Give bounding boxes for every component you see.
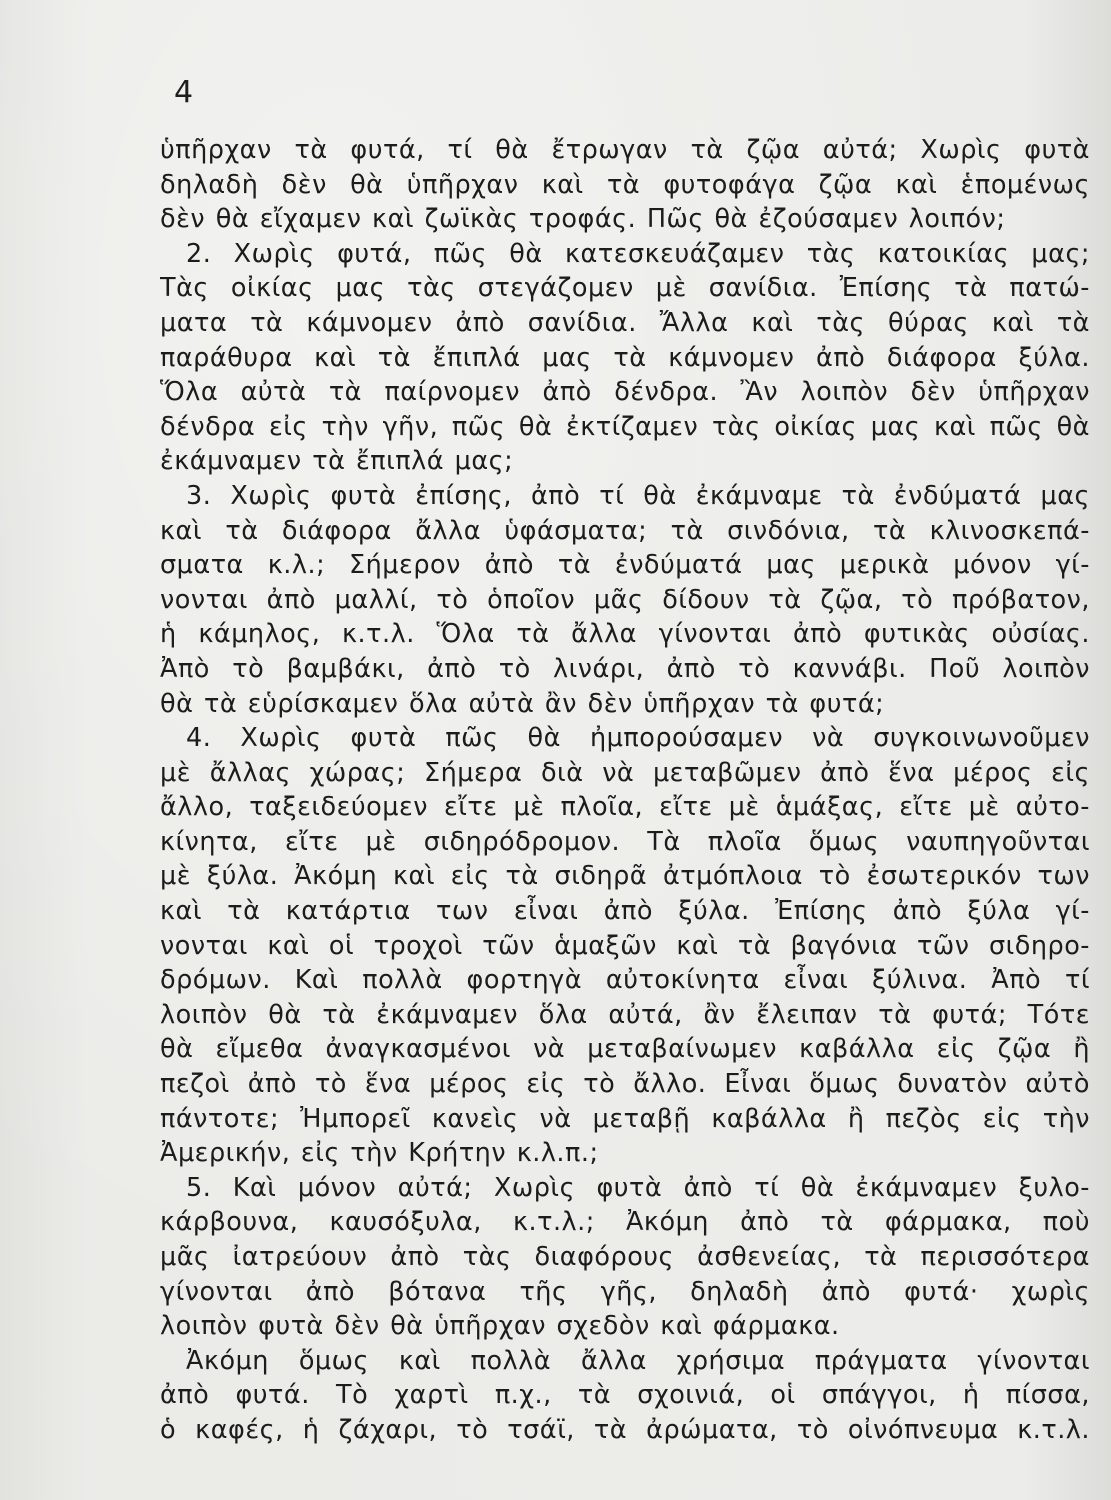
text-line: θὰ εἴμεθα ἀναγκασμένοι νὰ μεταβαίνωμεν καβάλλα εἰς ζῷα ἢ — [160, 1034, 1090, 1065]
paragraph-start-line: 2. Χωρὶς φυτά, πῶς θὰ κατεσκευάζαμεν τὰς κατοικίας μας; — [186, 238, 1090, 269]
text-line: μὲ ξύλα. Ἀκόμη καὶ εἰς τὰ σιδηρᾶ ἀτμόπλοια τὸ ἐσωτερικόν των — [160, 861, 1090, 892]
text-line: μὲ ἄλλας χώρας; Σήμερα διὰ νὰ μεταβῶμεν ἀπὸ ἕνα μέρος εἰς — [160, 757, 1090, 788]
text-line: παράθυρα καὶ τὰ ἔπιπλά μας τὰ κάμνομεν ἀπὸ διάφορα ξύλα. — [160, 342, 1090, 373]
text-line: ὑπῆρχαν τὰ φυτά, τί θὰ ἔτρωγαν τὰ ζῷα αὐτά; Χωρὶς φυτὰ — [160, 135, 1090, 165]
text-line: καὶ τὰ διάφορα ἄλλα ὑφάσματα; τὰ σινδόνια, τὰ κλινοσκεπά- — [160, 515, 1090, 546]
text-line: ἐκάμναμεν τὰ ἔπιπλά μας; — [160, 446, 514, 477]
text-line: μᾶς ἰατρεύουν ἀπὸ τὰς διαφόρους ἀσθενείας, τὰ περισσότερα — [160, 1242, 1090, 1272]
text-line: δὲν θὰ εἴχαμεν καὶ ζωϊκὰς τροφάς. Πῶς θὰ ἐζούσαμεν λοιπόν; — [160, 204, 1006, 235]
text-line: λοιπὸν φυτὰ δὲν θὰ ὑπῆρχαν σχεδὸν καὶ φάρμακα. — [160, 1311, 840, 1342]
paragraph-start-line: 5. Καὶ μόνον αὐτά; Χωρὶς φυτὰ ἀπὸ τί θὰ ἐκάμναμεν ξυλο- — [186, 1172, 1090, 1203]
body-text — [160, 133, 1090, 1448]
text-line: λοιπὸν θὰ τὰ ἐκάμναμεν ὅλα αὐτά, ἂν ἔλειπαν τὰ φυτά; Τότε — [160, 999, 1090, 1030]
page-number: 4 — [174, 75, 194, 110]
text-line: ὁ καφές, ἡ ζάχαρι, τὸ τσάϊ, τὰ ἀρώματα, τὸ οἰνόπνευμα κ.τ.λ. — [160, 1414, 1090, 1445]
paragraph-start-line: 4. Χωρὶς φυτὰ πῶς θὰ ἠμπορούσαμεν νὰ συγκοινωνοῦμεν — [186, 723, 1090, 754]
text-line: Ὅλα αὐτὰ τὰ παίρνομεν ἀπὸ δένδρα. Ἂν λοιπὸν δὲν ὑπῆρχαν — [160, 377, 1090, 408]
paragraph-start-line: 3. Χωρὶς φυτὰ ἐπίσης, ἀπὸ τί θὰ ἐκάμναμε τὰ ἐνδύματά μας — [186, 480, 1090, 511]
text-line: πεζοὶ ἀπὸ τὸ ἕνα μέρος εἰς τὸ ἄλλο. Εἶναι ὅμως δυνατὸν αὐτὸ — [160, 1069, 1090, 1100]
text-line: δρόμων. Καὶ πολλὰ φορτηγὰ αὐτοκίνητα εἶναι ξύλινα. Ἀπὸ τί — [160, 965, 1090, 996]
text-line: δένδρα εἰς τὴν γῆν, πῶς θὰ ἐκτίζαμεν τὰς οἰκίας μας καὶ πῶς θὰ — [160, 411, 1090, 442]
text-line: νονται καὶ οἱ τροχοὶ τῶν ἁμαξῶν καὶ τὰ βαγόνια τῶν σιδηρο- — [160, 930, 1090, 961]
text-line: πάντοτε; Ἠμπορεῖ κανεὶς νὰ μεταβῇ καβάλλα ἢ πεζὸς εἰς τὴν — [160, 1103, 1090, 1134]
paragraph-start-line: Ἀκόμη ὅμως καὶ πολλὰ ἄλλα χρήσιμα πράγματα γίνονται — [186, 1345, 1090, 1376]
text-line: Ἀμερικήν, εἰς τὴν Κρήτην κ.λ.π.; — [160, 1138, 599, 1169]
text-line: δηλαδὴ δὲν θὰ ὑπῆρχαν καὶ τὰ φυτοφάγα ζῷα καὶ ἑπομένως — [160, 169, 1090, 200]
text-line: Ἀπὸ τὸ βαμβάκι, ἀπὸ τὸ λινάρι, ἀπὸ τὸ καννάβι. Ποῦ λοιπὸν — [160, 653, 1090, 684]
text-line: νονται ἀπὸ μαλλί, τὸ ὁποῖον μᾶς δίδουν τὰ ζῷα, τὸ πρόβατον, — [160, 584, 1090, 615]
text-line: Τὰς οἰκίας μας τὰς στεγάζομεν μὲ σανίδια. Ἐπίσης τὰ πατώ- — [160, 273, 1090, 304]
text-line: ἡ κάμηλος, κ.τ.λ. Ὅλα τὰ ἄλλα γίνονται ἀπὸ φυτικὰς οὐσίας. — [160, 619, 1090, 650]
text-line: καὶ τὰ κατάρτια των εἶναι ἀπὸ ξύλα. Ἐπίσης ἀπὸ ξύλα γί- — [160, 896, 1090, 927]
text-line: θὰ τὰ εὑρίσκαμεν ὅλα αὐτὰ ἂν δὲν ὑπῆρχαν τὰ φυτά; — [160, 688, 885, 719]
text-line: σματα κ.λ.; Σήμερον ἀπὸ τὰ ἐνδύματά μας μερικὰ μόνον γί- — [160, 550, 1090, 581]
text-line: κίνητα, εἴτε μὲ σιδηρόδρομον. Τὰ πλοῖα ὅμως ναυπηγοῦνται — [160, 826, 1090, 857]
text-line: ματα τὰ κάμνομεν ἀπὸ σανίδια. Ἄλλα καὶ τὰς θύρας καὶ τὰ — [160, 307, 1090, 338]
text-line: ἄλλο, ταξειδεύομεν εἴτε μὲ πλοῖα, εἴτε μὲ ἁμάξας, εἴτε μὲ αὐτο- — [160, 792, 1090, 823]
text-line: ἀπὸ φυτά. Τὸ χαρτὶ π.χ., τὰ σχοινιά, οἱ σπάγγοι, ἡ πίσσα, — [160, 1380, 1090, 1411]
text-line: γίνονται ἀπὸ βότανα τῆς γῆς, δηλαδὴ ἀπὸ φυτά· χωρὶς — [160, 1276, 1090, 1307]
text-line: κάρβουνα, καυσόξυλα, κ.τ.λ.; Ἀκόμη ἀπὸ τὰ φάρμακα, ποὺ — [160, 1207, 1090, 1238]
